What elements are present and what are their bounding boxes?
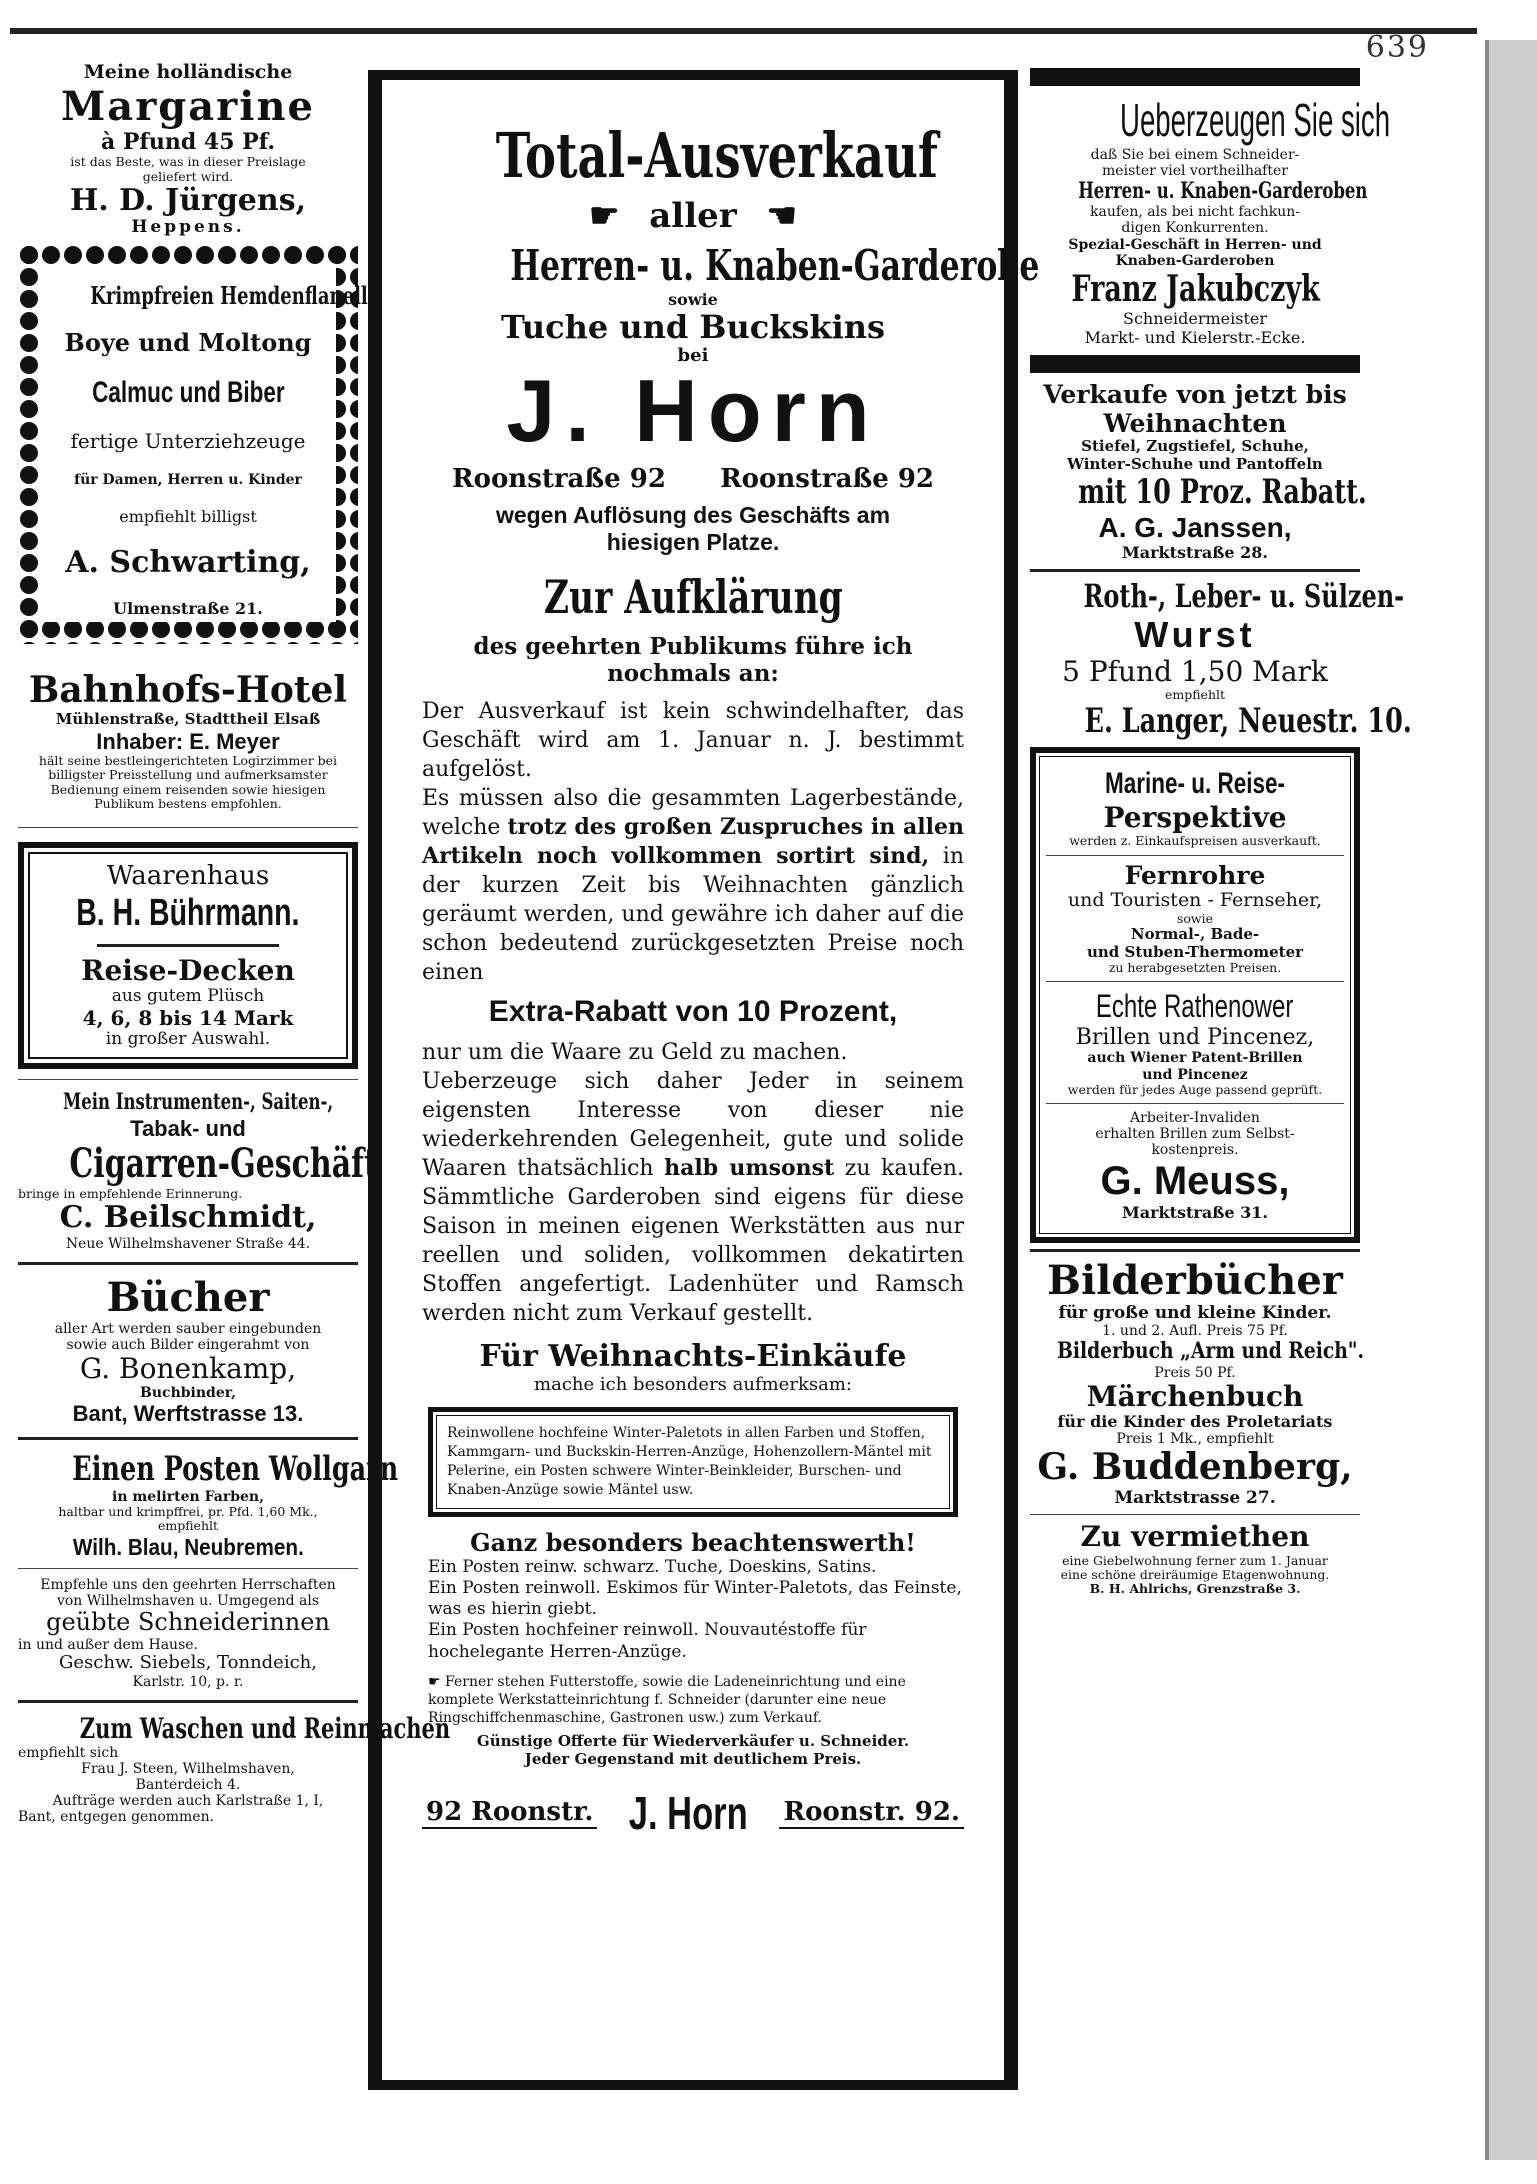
paragraph-2: Es müssen also die gesammten Lagerbestände, welche trotz des großen Zuspruches in allen Artikeln noch vollkommen sortirt sind, in der kurzen Zeit bis Weihnachten gänzlich geräumt werden, und gewähre ich daher auf die schon bedeutend zurückgesetzten Preise noch einen <box>422 786 965 986</box>
hand-pointing-left-icon: ☚ <box>766 196 798 237</box>
ad-steen: Zum Waschen und Reinmachen empfiehlt sich Frau J. Steen, Wilhelmshaven, Banterdeich 4. Aufträge werden auch Karlstraße 1, I, Bant, entgegen genommen. <box>18 1711 451 1826</box>
divider <box>18 1568 358 1569</box>
ad-buecher: Bücher aller Art werden sauber eingebunden sowie auch Bilder eingerahmt von G. Bonenkamp, Buchbinder, Bant, Werftstrasse 13. <box>54 1273 322 1427</box>
ad-footer: 92 Roonstr. J. Horn Roonstr. 92. <box>422 1786 964 1840</box>
divider <box>18 1262 358 1265</box>
ad-buddenberg: Bilderbücher für große und kleine Kinder. 1. und 2. Aufl. Preis 75 Pf. Bilderbuch „Arm und Reich". Preis 50 Pf. Märchenbuch für die Kinder des Proletariats Preis 1 Mk., empfiehlt G. Buddenberg, Marktstrasse 27. <box>1037 1256 1365 1508</box>
ad-jakubczyk: Ueberzeugen Sie sich daß Sie bei einem Schneider- meister viel vortheilhafter Herren- u. Knaben-Garderoben kaufen, als bei nicht fachkun- digen Konkurrenten. Spezial-Geschäft in Herren- und Knaben-Garderoben Franz Jakubczyk Schneidermeister Markt- und Kielerstr.-Ecke. <box>1068 94 1391 347</box>
divider <box>18 827 358 828</box>
ad-siebels: Empfehle uns den geehrten Herrschaften von Wilhelmshaven u. Umgegend als geübte Schneiderinnen in und außer dem Hause. Geschw. Siebels, Tonndeich, Karlstr. 10, p. r. <box>18 1576 336 1690</box>
ad-margarine: Meine holländische Margarine à Pfund 45 Pf. ist das Beste, was in dieser Preislage geliefert wird. H. D. Jürgens, Heppens. <box>18 62 358 238</box>
margarine-title: Margarine <box>61 82 315 130</box>
paragraph-3: nur um die Waare zu Geld zu machen. <box>422 1039 848 1065</box>
ad-buehrmann: Waarenhaus B. H. Bührmann. Reise-Decken aus gutem Plüsch 4, 6, 8 bis 14 Mark in großer Auswahl. <box>18 842 358 1069</box>
left-column <box>18 61 451 1826</box>
special-list: Ein Posten reinw. schwarz. Tuche, Doeskins, Satins. Ein Posten reinwoll. Eskimos für Winter-Paletots, das Feinste, was es hierin giebt. Ein Posten hochfeiner reinwoll. Nouvautéstoffe für hochelegante Herren-Anzüge. <box>428 1556 962 1662</box>
divider <box>18 1079 358 1080</box>
ad-langer: Roth-, Leber- u. Sülzen- Wurst 5 Pfund 1,50 Mark empfiehlt E. Langer, Neuestr. 10. <box>1062 576 1412 742</box>
ad-meuss: Marine- u. Reise- Perspektive werden z. Einkaufspreisen ausverkauft. Fernrohre und Touristen - Fernseher, sowie Normal-, Bade- und Stuben-Thermometer zu herabgesetzten Preisen. Echte Rathenower Brillen und Pincenez, auch Wiener Patent-Brillen und Pincenez werden für jedes Auge passend geprüft. Arbeiter-Invaliden erhalten Brillen zum Selbst- kostenpreis. G. Meuss, Marktstraße 31. <box>1030 747 1360 1242</box>
rabatt-line: Extra-Rabatt von 10 Prozent, <box>488 995 898 1029</box>
ferner-note: ☛ Ferner stehen Futterstoffe, sowie die Ladeneinrichtung und eine komplete Werkstatteinrichtung f. Schneider (darunter eine neue Ringschiffchenmaschine, Gastronen usw.) zum Verkauf. <box>428 1673 906 1727</box>
ad-janssen: Verkaufe von jetzt bis Weihnachten Stiefel, Zugstiefel, Schuhe, Winter-Schuhe und Pantoffeln mit 10 Proz. Rabatt. A. G. Janssen, Marktstraße 28. <box>1043 379 1367 563</box>
headline: Total-Ausverkauf <box>495 119 938 192</box>
paragraph-4: Ueberzeuge sich daher Jeder in seinem eigensten Interesse von dieser nie wiederkehrenden Gelegenheit, gute und solide Waaren thatsächlich halb umsonst zu kaufen. Sämmtliche Garderoben sind eigens für diese Saison in meinen eigenen Werkstätten aus nur reellen und soliden, vollkommen dekatirten Stoffen angefertigt. Ladenhüter und Ramsch werden nicht zum Verkauf gestellt. <box>422 1068 964 1327</box>
ad-wollgarn: Einen Posten Wollgarn in melirten Farben, haltbar und krimpffrei, pr. Pfd. 1,60 Mk., empfiehlt Wilh. Blau, Neubremen. <box>58 1448 399 1560</box>
page-number: 639 <box>1365 30 1429 65</box>
paragraph-1: Der Ausverkauf ist kein schwindelhafter, das Geschäft wird am 1. Januar n. J. bestimmt aufgelöst. <box>422 699 964 783</box>
binding-edge <box>1485 40 1537 2160</box>
heading-aufklaerung: Zur Aufklärung <box>543 570 843 625</box>
divider <box>18 1437 358 1440</box>
ad-schwarting: Krimpfreien Hemdenflanell Boye und Moltong Calmuc und Biber fertige Unterziehzeuge für Damen, Herren u. Kinder empfiehlt billigst A. Schwarting, Ulmenstraße 21. <box>18 244 358 656</box>
hand-pointing-right-icon: ☛ <box>428 1673 446 1690</box>
ad-bahnhofs-hotel: Bahnhofs-Hotel Mühlenstraße, Stadttheil Elsaß Inhaber: E. Meyer hält seine bestleingerichteten Logirzimmer bei billigster Preisstellung und aufmerksamster Bedienung einem reisenden sowie hiesigen Publikum bestens empfohlen. <box>28 668 348 811</box>
divider <box>18 1700 358 1703</box>
ad-ahlrichs: Zu vermiethen eine Giebelwohnung ferner zum 1. Januar eine schöne dreiräumige Etagenwohnung. B. H. Ahlrichs, Grenzstraße 3. <box>1060 1520 1330 1597</box>
ad-horn-frame: Total-Ausverkauf ☛ aller ☚ Herren- u. Knaben-Garderobe sowie Tuche und Buckskins bei J. Horn Roonstraße 92 Roonstraße 92 wegen Auflösung des Geschäfts am hiesigen Platze. Zur Aufklärung des geehrten Publikums führe ich nochmals an: Der Ausverkauf ist kein schwindelhafter, das Geschäft wird am 1. Januar n. J. bestimmt aufgelöst. Es müssen also die gesammten Lagerbestände, welche trotz des großen Zuspruches in allen Artikeln noch vollkommen sortirt sind, in der kurzen Zeit bis Weihnachten gänzlich geräumt werden, und gewähre ich daher auf die schon bedeutend zurückgesetzten Preise noch einen Extra-Rabatt von 10 Prozent, nur um die Waare zu Geld zu machen. Ueberzeuge sich daher Jeder in seinem eigensten Interesse von dieser nie wiederkehrenden Gelegenheit, gute und solide Waaren thatsächlich halb umsonst zu kaufen. Sämmtliche Garderoben sind eigens für diese Saison in meinen eigenen Werkstätten aus nur reellen und soliden, vollkommen dekatirten Stoffen angefertigt. Ladenhüter und Ramsch werden nicht zum Verkauf gestellt. Für Weihnachts-Einkäufe mache ich besonders aufmerksam: Reinwollene hochfeine Winter-Paletots in allen Farben und Stoffen, Kammgarn- und Buckskin-Herren-Anzüge, Hohenzollern-Mäntel mit Pelerine, ein Posten schwere Winter-Beinkleider, Burschen- und Knaben-Anzüge sowie Mäntel usw. Ganz besonders beachtenswerth! Ein Posten reinw. schwarz. Tuche, Doeskins, Satins. Ein Posten reinwoll. Eskimos für Winter-Paletots, das Feinste, was es hierin giebt. Ein Posten hochfeiner reinwoll. Nouvautéstoffe für hochelegante Herren-Anzüge. ☛ Ferner stehen Futterstoffe, sowie die Ladeneinrichtung und eine komplete Werkstatteinrichtung f. Schneider (darunter eine neue Ringschiffchenmaschine, Gastronen usw.) zum Verkauf. Günstige Offerte für Wiederverkäufer u. Schneider. Jeder Gegenstand mit deutlichem Preis. 92 Roonstr. J. Horn Roonstr. 92. <box>368 70 1018 2090</box>
right-column <box>1030 62 1412 1597</box>
firm-name: J. Horn <box>506 360 880 460</box>
top-border <box>10 28 1477 34</box>
offer-box: Reinwollene hochfeine Winter-Paletots in allen Farben und Stoffen, Kammgarn- und Buckskin-Herren-Anzüge, Hohenzollern-Mäntel mit Pelerine, ein Posten schwere Winter-Beinkleider, Burschen- und Knaben-Anzüge sowie Mäntel usw. <box>428 1407 958 1517</box>
hand-pointing-right-icon: ☛ <box>588 196 620 237</box>
ad-beilschmidt: Mein Instrumenten-, Saiten-, Tabak- und Cigarren-Geschäft bringe in empfehlende Erinnerung. C. Beilschmidt, Neue Wilhelmshavener Straße 44. <box>18 1089 378 1252</box>
